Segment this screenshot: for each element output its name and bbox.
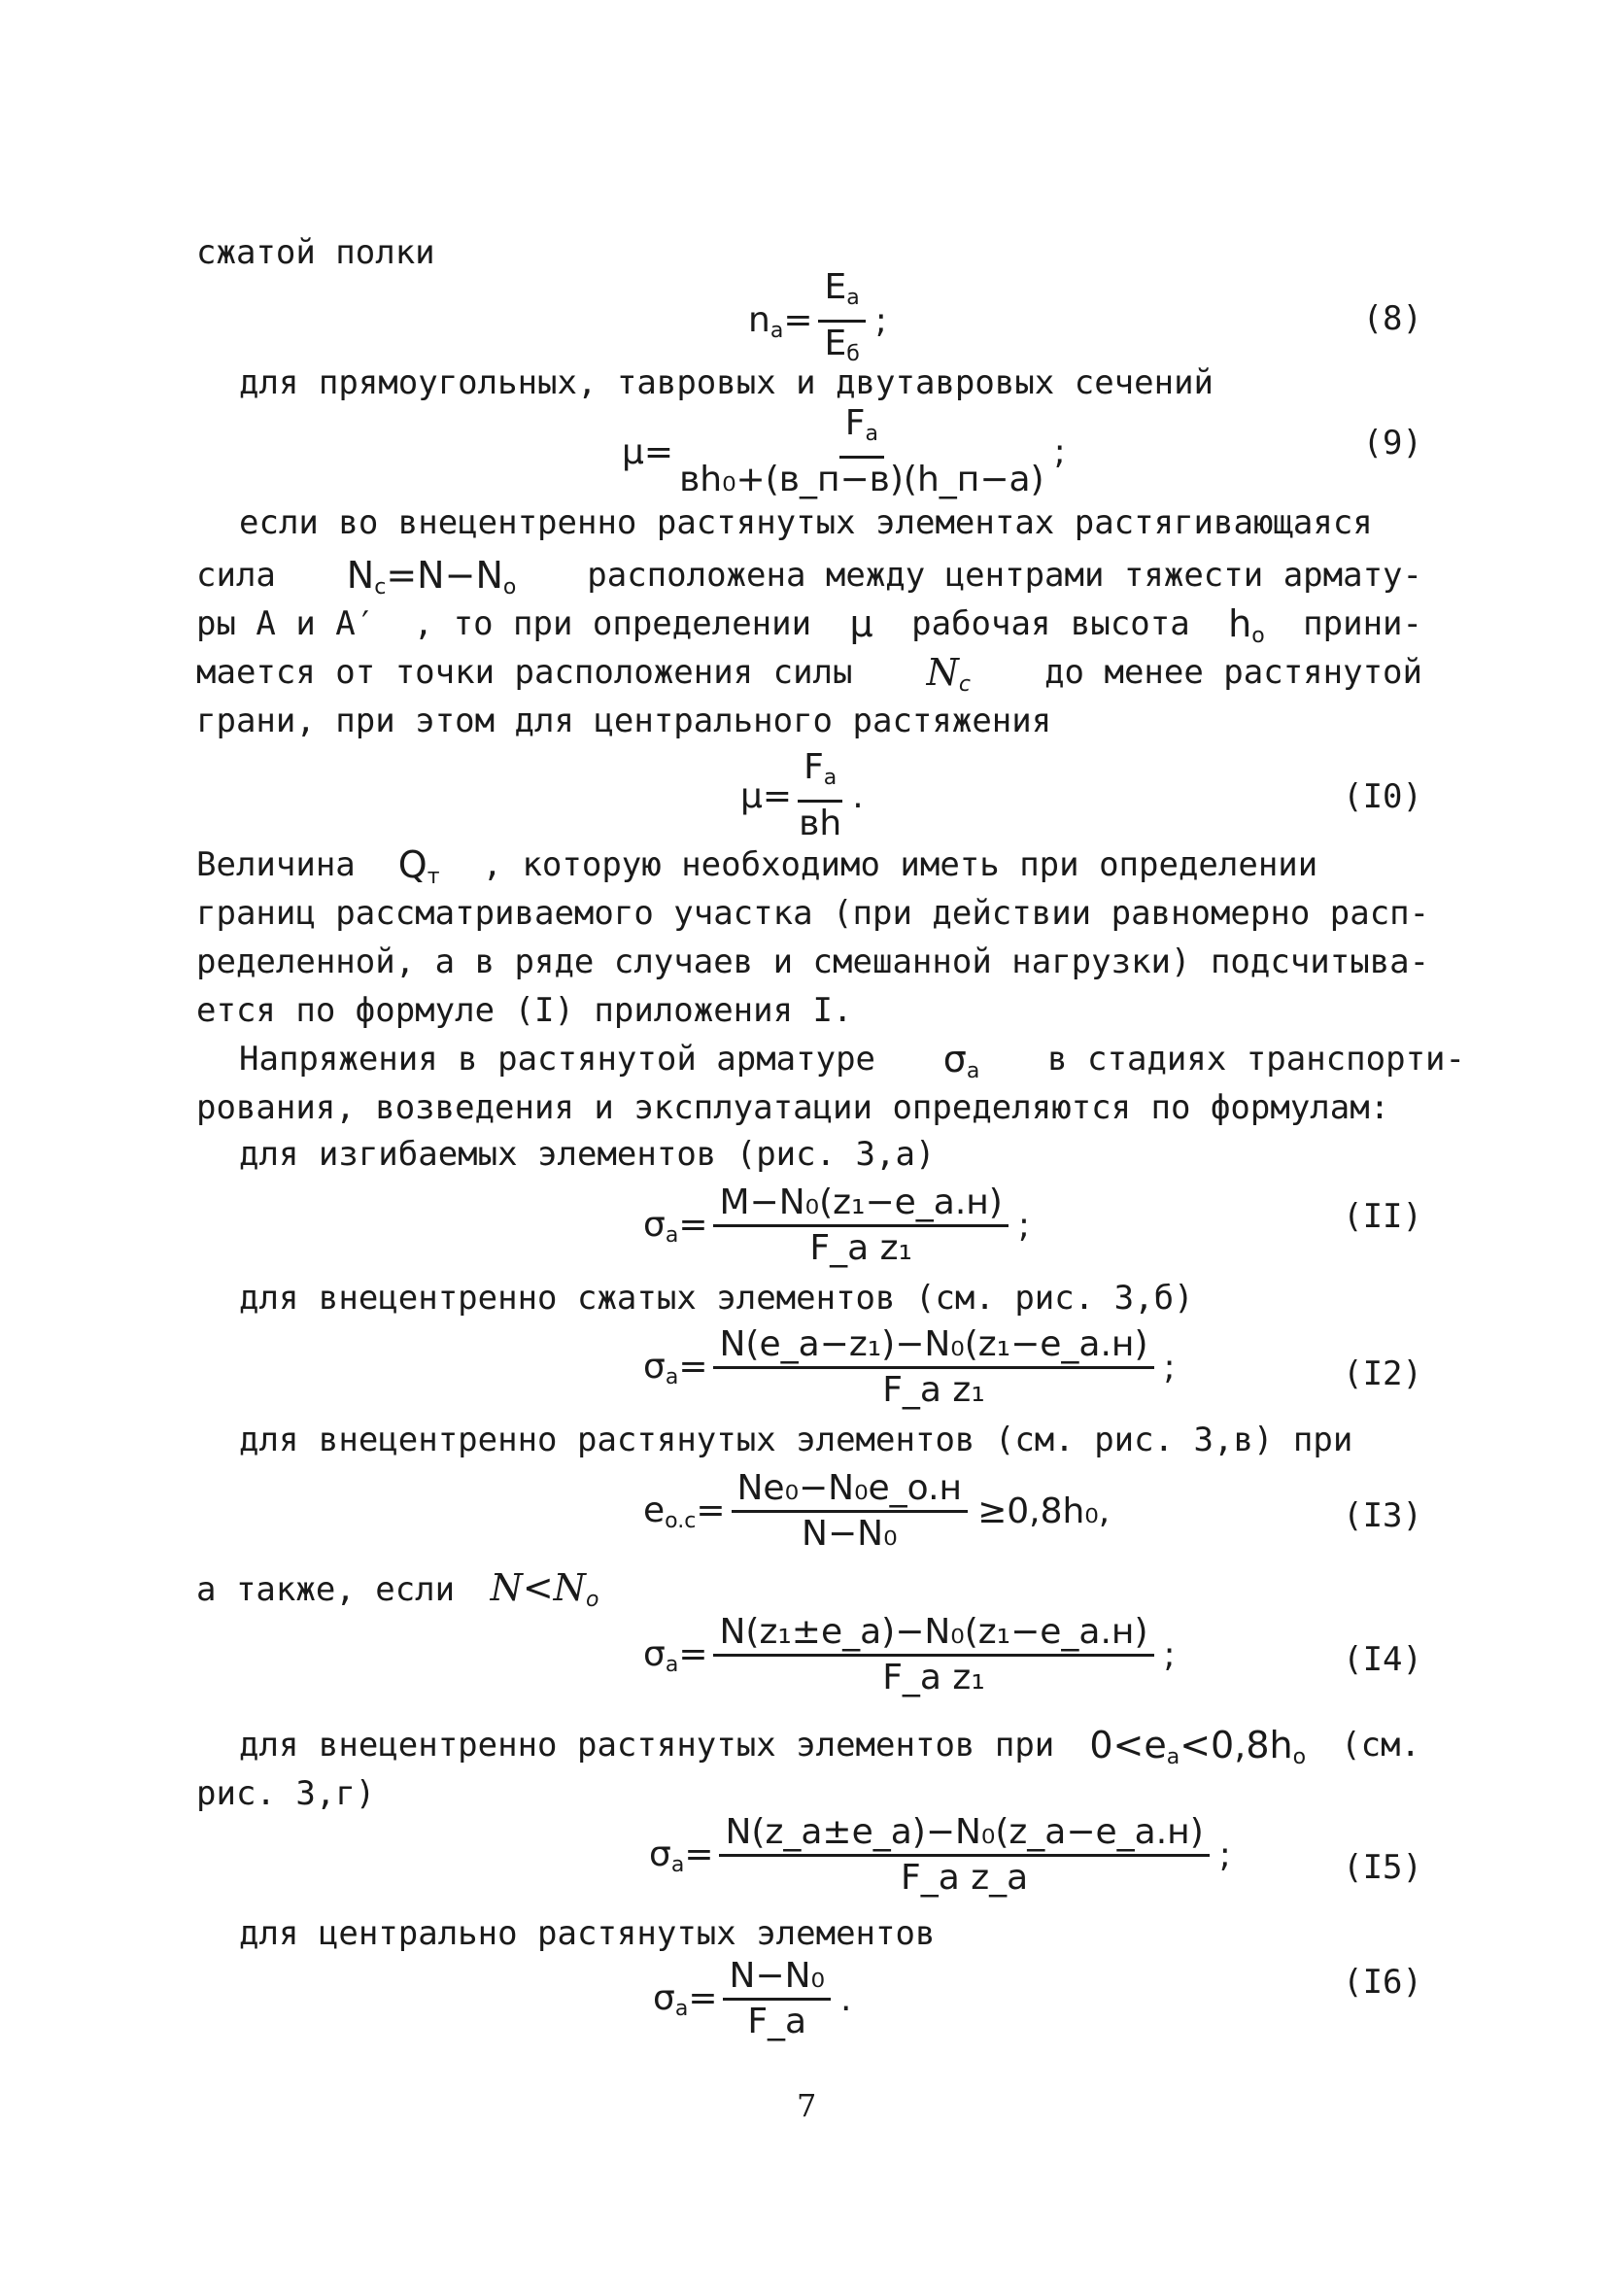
formula-fraction: [723, 1957, 830, 2041]
formula-tail: ;: [1218, 1835, 1231, 1875]
formula-fraction: [719, 1813, 1209, 1898]
formula-13: [643, 1469, 1110, 1554]
formula-denominator: F_a z_a: [901, 1858, 1029, 1898]
formula-14: [643, 1613, 1176, 1697]
formula-numerator: $F_a$: [839, 404, 884, 459]
formula-numerator: Ne₀−N₀e_o.н: [732, 1469, 969, 1513]
formula-16: [653, 1957, 851, 2041]
formula-tail: ;: [1053, 431, 1066, 472]
equation-number-14: (I4): [1343, 1640, 1422, 1679]
formula-tail: ;: [1163, 1348, 1176, 1388]
formula-15: [649, 1813, 1231, 1898]
formula-tail: .: [852, 775, 864, 816]
formula-fraction: [679, 404, 1044, 499]
formula-lhs: $\sigma_a=$: [643, 1346, 708, 1389]
formula-lhs: μ=: [740, 775, 793, 816]
text-line: Величина $Q_т$ , которую необходимо иметь при определении: [196, 843, 1422, 899]
formula-denominator: F_a z₁: [809, 1228, 912, 1268]
text-line: сжатой полки: [196, 233, 435, 272]
text-line: для внецентренно растянутых элементов при $0<e_a<0,8h_o$ (см.: [239, 1724, 1420, 1779]
formula-denominator: F_a: [747, 2002, 807, 2041]
formula-lhs: $n_a=$: [748, 299, 813, 343]
formula-denominator: вh₀+(в_п−в)(h_п−a): [679, 460, 1044, 499]
math-inline: $\sigma_a$: [942, 1038, 980, 1083]
formula-fraction: [713, 1183, 1008, 1268]
formula-12: [643, 1325, 1176, 1410]
math-inline: $N_c=N-N_o$: [346, 554, 517, 600]
text-line: ределенной, а в ряде случаев и смешанной нагрузки) подсчитыва-: [196, 942, 1430, 981]
formula-tail: ;: [1163, 1635, 1176, 1675]
equation-number-8: (8): [1362, 299, 1422, 338]
formula-11: [643, 1183, 1030, 1268]
formula-9: [622, 404, 1066, 499]
math-inline: $0<e_a<0,8h_o$: [1089, 1724, 1307, 1769]
equation-number-16: (I6): [1343, 1963, 1422, 2002]
formula-10: [740, 748, 864, 843]
text-line: Напряжения в растянутой арматуре $\sigma_a$ в стадиях транспорти-: [239, 1038, 1465, 1093]
formula-lhs: $\sigma_a=$: [653, 1977, 718, 2021]
formula-numerator: $E_a$: [818, 268, 865, 323]
text-line: границ рассматриваемого участка (при действии равномерно расп-: [196, 894, 1430, 933]
math-inline: $h_o$: [1228, 602, 1265, 648]
formula-lhs: μ=: [622, 431, 674, 472]
formula-tail: ≥0,8h₀,: [977, 1491, 1111, 1531]
formula-8: [748, 268, 887, 374]
equation-number-15: (I5): [1343, 1848, 1422, 1887]
formula-fraction: [818, 268, 865, 374]
text-line: ры А и А′ , то при определении μ рабочая высота $h_o$ прини-: [196, 602, 1422, 658]
text-line: для внецентренно растянутых элементов (см. рис. 3,в) при: [239, 1421, 1353, 1459]
text-line: рования, возведения и эксплуатации определяются по формулам:: [196, 1088, 1390, 1127]
formula-numerator: N−N₀: [723, 1957, 830, 2001]
equation-number-11: (II): [1343, 1197, 1422, 1236]
text-line: мается от точки расположения силы $N_c$ до менее растянутой: [196, 651, 1422, 706]
formula-denominator: $E_б$: [824, 324, 860, 366]
formula-denominator: F_a z₁: [882, 1370, 985, 1410]
equation-number-10: (I0): [1343, 777, 1422, 816]
text-line: рис. 3,г): [196, 1774, 376, 1813]
text-line: для внецентренно сжатых элементов (см. рис. 3,б): [239, 1279, 1194, 1318]
formula-numerator: $F_a$: [798, 748, 842, 803]
formula-denominator: F_a z₁: [882, 1658, 985, 1697]
formula-numerator: N(z_a±e_a)−N₀(z_a−e_a.н): [719, 1813, 1209, 1857]
formula-lhs: $\sigma_a=$: [649, 1833, 714, 1877]
formula-tail: ;: [874, 301, 887, 341]
formula-fraction: [732, 1469, 969, 1554]
text-line: для прямоугольных, тавровых и двутавровых сечений: [239, 363, 1214, 402]
text-line: а также, если $N<N_o$: [196, 1566, 599, 1612]
formula-numerator: M−N₀(z₁−e_a.н): [713, 1183, 1008, 1227]
formula-lhs: $\sigma_a=$: [643, 1633, 708, 1677]
formula-tail: .: [839, 1979, 852, 2019]
formula-lhs: $\sigma_a=$: [643, 1204, 708, 1248]
text-line: для центрально растянутых элементов: [239, 1914, 936, 1953]
equation-number-12: (I2): [1343, 1354, 1422, 1393]
text-line: ется по формуле (I) приложения I.: [196, 991, 853, 1030]
page-number: 7: [797, 2087, 817, 2124]
formula-tail: ;: [1017, 1206, 1030, 1246]
text-line: если во внецентренно растянутых элементах растягивающаяся: [239, 503, 1373, 542]
math-inline: μ: [849, 602, 873, 645]
text-line: сила $N_c=N-N_o$ расположена между центрами тяжести армату-: [196, 554, 1422, 609]
formula-fraction: [713, 1613, 1153, 1697]
formula-denominator: вh: [799, 804, 842, 843]
equation-number-13: (I3): [1343, 1496, 1422, 1535]
text-line: грани, при этом для центрального растяжения: [196, 702, 1052, 740]
text-line: для изгибаемых элементов (рис. 3,а): [239, 1135, 936, 1174]
equation-number-9: (9): [1362, 424, 1422, 463]
formula-fraction: [713, 1325, 1153, 1410]
formula-numerator: N(e_a−z₁)−N₀(z₁−e_a.н): [713, 1325, 1153, 1369]
math-inline: $N_c$: [926, 651, 971, 697]
formula-denominator: N−N₀: [802, 1514, 898, 1554]
formula-fraction: [798, 748, 842, 843]
math-inline: $N<N_o$: [490, 1566, 599, 1612]
formula-numerator: N(z₁±e_a)−N₀(z₁−e_a.н): [713, 1613, 1153, 1657]
math-inline: $Q_т$: [397, 843, 440, 889]
formula-lhs: $e_{o.c}=$: [643, 1490, 726, 1533]
